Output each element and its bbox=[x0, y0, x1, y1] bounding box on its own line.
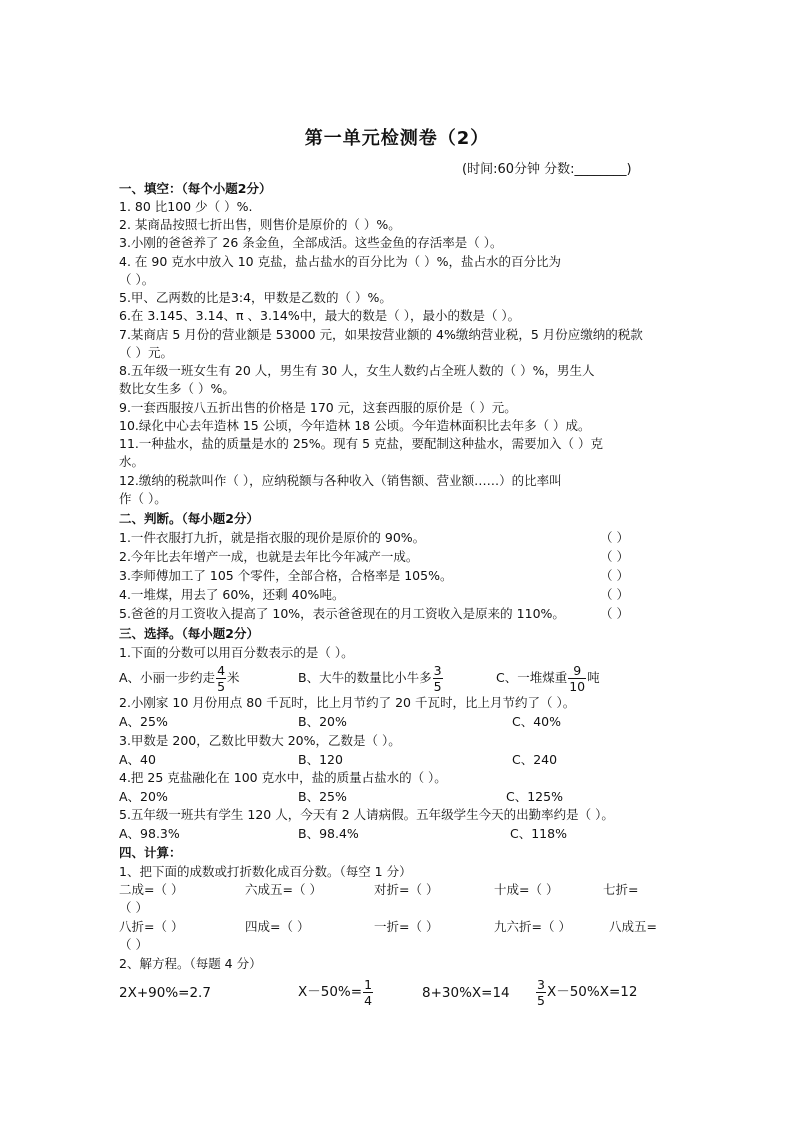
s1-q4-line1: 4. 在 90 克水中放入 10 克盐，盐占盐水的百分比为（ ）%，盐占水的百分比为 bbox=[119, 254, 561, 269]
fraction bbox=[433, 663, 443, 694]
fraction-denominator: 5 bbox=[537, 992, 545, 1008]
s3-q1-option-c[interactable] bbox=[496, 662, 600, 694]
fraction-denominator: 4 bbox=[364, 992, 373, 1008]
s1-q8-line2: 数比女生多（ ）%。 bbox=[119, 381, 235, 396]
equation-1: 2X+90%=2.7 bbox=[119, 985, 211, 1001]
s3-q1: 1.下面的分数可以用百分数表示的是（ ）。 bbox=[119, 645, 354, 660]
s4-r2-item-1[interactable]: 八折=（ ） bbox=[119, 919, 184, 934]
s3-q2: 2.小刚家 10 月份用点 80 千瓦时，比上月节约了 20 千瓦时，比上月节约了（ ）。 bbox=[119, 695, 576, 710]
s2-q2: 2.今年比去年增产一成，也就是去年比今年减产一成。 bbox=[119, 549, 419, 564]
s1-q2: 2. 某商品按照七折出售，则售价是原价的（ ）%。 bbox=[119, 217, 401, 232]
equation-2 bbox=[298, 975, 374, 1009]
s1-q12-line1: 12.缴纳的税款叫作（ ），应纳税额与各种收入（销售额、营业额……）的比率叫 bbox=[119, 473, 562, 488]
s1-q7-line2: （ ）元。 bbox=[119, 345, 173, 360]
s4-r1-item-3[interactable]: 对折=（ ） bbox=[374, 882, 439, 897]
s4-r2-item-5[interactable]: 八成五= bbox=[609, 919, 657, 934]
fraction-numerator: 3 bbox=[433, 663, 442, 678]
s2-q2-answer-blank[interactable]: （ ） bbox=[600, 549, 629, 564]
s2-q1: 1.一件衣服打九折，就是指衣服的现价是原价的 90%。 bbox=[119, 530, 426, 545]
s3-q1-option-b-text: B、大牛的数量比小牛多 bbox=[298, 670, 432, 685]
fraction-denominator: 5 bbox=[217, 679, 226, 694]
s3-q3-option-a[interactable]: A、40 bbox=[119, 752, 156, 767]
s1-q3: 3.小刚的爸爸养了 26 条金鱼，全部成活。这些金鱼的存活率是（ ）。 bbox=[119, 235, 503, 250]
s3-q5-option-c[interactable]: C、118% bbox=[510, 826, 567, 841]
section-1-heading: 一、填空：（每个小题2分） bbox=[119, 181, 272, 196]
s3-q3-option-b[interactable]: B、120 bbox=[298, 752, 343, 767]
s4-r2-item-2[interactable]: 四成=（ ） bbox=[245, 919, 310, 934]
fraction bbox=[216, 663, 226, 694]
s3-q4-option-b[interactable]: B、25% bbox=[298, 789, 347, 804]
fraction-numerator: 9 bbox=[568, 663, 586, 679]
s1-q1: 1. 80 比100 少（ ）%. bbox=[119, 199, 253, 214]
s3-q2-option-a[interactable]: A、25% bbox=[119, 714, 168, 729]
s3-q1-option-a-unit: 米 bbox=[227, 670, 240, 685]
s3-q4: 4.把 25 克盐融化在 100 克水中，盐的质量占盐水的（ ）。 bbox=[119, 770, 447, 785]
s4-r1-item-5-blank[interactable]: （ ） bbox=[119, 900, 148, 915]
s4-r2-item-3[interactable]: 一折=（ ） bbox=[374, 919, 439, 934]
s1-q4-line2: （ ）。 bbox=[119, 272, 155, 287]
s2-q4: 4.一堆煤，用去了 60%，还剩 40%吨。 bbox=[119, 587, 345, 602]
s4-r1-item-5[interactable]: 七折= bbox=[603, 882, 639, 897]
section-3-heading: 三、选择。（每小题2分） bbox=[119, 626, 259, 641]
fraction-denominator: 10 bbox=[569, 679, 586, 694]
s3-q2-option-c[interactable]: C、40% bbox=[512, 714, 562, 729]
s3-q2-option-b[interactable]: B、20% bbox=[298, 714, 347, 729]
s1-q11-line1: 11.一种盐水，盐的质量是水的 25%。现有 5 克盐，要配制这种盐水，需要加入（ ）克 bbox=[119, 436, 604, 451]
s4-r1-item-1[interactable]: 二成=（ ） bbox=[119, 882, 184, 897]
time-score-line: (时间:60分钟 分数:________) bbox=[462, 162, 632, 177]
s4-r2-item-4[interactable]: 九六折=（ ） bbox=[494, 919, 571, 934]
s2-q3-answer-blank[interactable]: （ ） bbox=[600, 568, 629, 583]
s3-q1-option-a[interactable] bbox=[119, 662, 240, 694]
s3-q1-option-c-unit: 吨 bbox=[587, 670, 600, 685]
fraction bbox=[536, 977, 546, 1008]
section-4-heading: 四、计算： bbox=[119, 845, 182, 860]
s1-q6: 6.在 3.145、3.14、π 、3.14%中，最大的数是（ ），最小的数是（ ）。 bbox=[119, 308, 521, 323]
s4-part2-instruction: 2、解方程。（每题 4 分） bbox=[119, 956, 262, 971]
fraction bbox=[568, 663, 586, 694]
s3-q1-option-a-text: A、小丽一步约走 bbox=[119, 670, 216, 685]
equation-3: 8+30%X=14 bbox=[422, 985, 510, 1001]
fraction-denominator: 5 bbox=[433, 679, 442, 694]
s2-q3: 3.李师傅加工了 105 个零件，全部合格，合格率是 105%。 bbox=[119, 568, 453, 583]
s2-q1-answer-blank[interactable]: （ ） bbox=[600, 530, 629, 545]
s1-q5: 5.甲、乙两数的比是3:4，甲数是乙数的（ ）%。 bbox=[119, 290, 392, 305]
s2-q5: 5.爸爸的月工资收入提高了 10%，表示爸爸现在的月工资收入是原来的 110%。 bbox=[119, 606, 565, 621]
s3-q4-option-c[interactable]: C、125% bbox=[506, 789, 563, 804]
equation-4-text: X－50%X=12 bbox=[546, 984, 638, 1000]
fraction-numerator: 4 bbox=[217, 663, 226, 678]
s3-q3: 3.甲数是 200，乙数比甲数大 20%，乙数是（ ）。 bbox=[119, 733, 401, 748]
s4-part1-instruction: 1、把下面的成数或打折数化成百分数。（每空 1 分） bbox=[119, 864, 412, 879]
s1-q8-line1: 8.五年级一班女生有 20 人，男生有 30 人，女生人数约占全班人数的（ ）%，男生人 bbox=[119, 363, 595, 378]
fraction-numerator: 1 bbox=[364, 976, 373, 992]
s3-q4-option-a[interactable]: A、20% bbox=[119, 789, 168, 804]
s4-r1-item-2[interactable]: 六成五=（ ） bbox=[245, 882, 322, 897]
s3-q1-option-c-text: C、一堆煤重 bbox=[496, 670, 568, 685]
s4-r2-item-5-blank[interactable]: （ ） bbox=[119, 937, 148, 952]
equation-4 bbox=[535, 975, 637, 1009]
s2-q5-answer-blank[interactable]: （ ） bbox=[600, 606, 629, 621]
s2-q4-answer-blank[interactable]: （ ） bbox=[600, 587, 629, 602]
section-2-heading: 二、判断。（每小题2分） bbox=[119, 511, 259, 526]
s1-q10: 10.绿化中心去年造林 15 公顷，今年造林 18 公顷。今年造林面积比去年多（ ）成。 bbox=[119, 418, 591, 433]
s1-q11-line2: 水。 bbox=[119, 454, 145, 469]
s3-q5-option-a[interactable]: A、98.3% bbox=[119, 826, 180, 841]
s1-q9: 9.一套西服按八五折出售的价格是 170 元，这套西服的原价是（ ）元。 bbox=[119, 400, 517, 415]
fraction-numerator: 3 bbox=[537, 976, 545, 992]
s3-q5: 5.五年级一班共有学生 120 人，今天有 2 人请病假。五年级学生今天的出勤率约是（ ）。 bbox=[119, 807, 614, 822]
fraction bbox=[363, 977, 373, 1008]
s3-q5-option-b[interactable]: B、98.4% bbox=[298, 826, 359, 841]
s3-q3-option-c[interactable]: C、240 bbox=[512, 752, 558, 767]
page-title: 第一单元检测卷（2） bbox=[304, 128, 490, 149]
s1-q12-line2: 作（ ）。 bbox=[119, 491, 167, 506]
s4-r1-item-4[interactable]: 十成=（ ） bbox=[494, 882, 559, 897]
equation-2-text: X－50%= bbox=[298, 984, 363, 1000]
s1-q7-line1: 7.某商店 5 月份的营业额是 53000 元，如果按营业额的 4%缴纳营业税，5 月份应缴纳的税款 bbox=[119, 327, 643, 342]
s3-q1-option-b[interactable] bbox=[298, 662, 444, 694]
